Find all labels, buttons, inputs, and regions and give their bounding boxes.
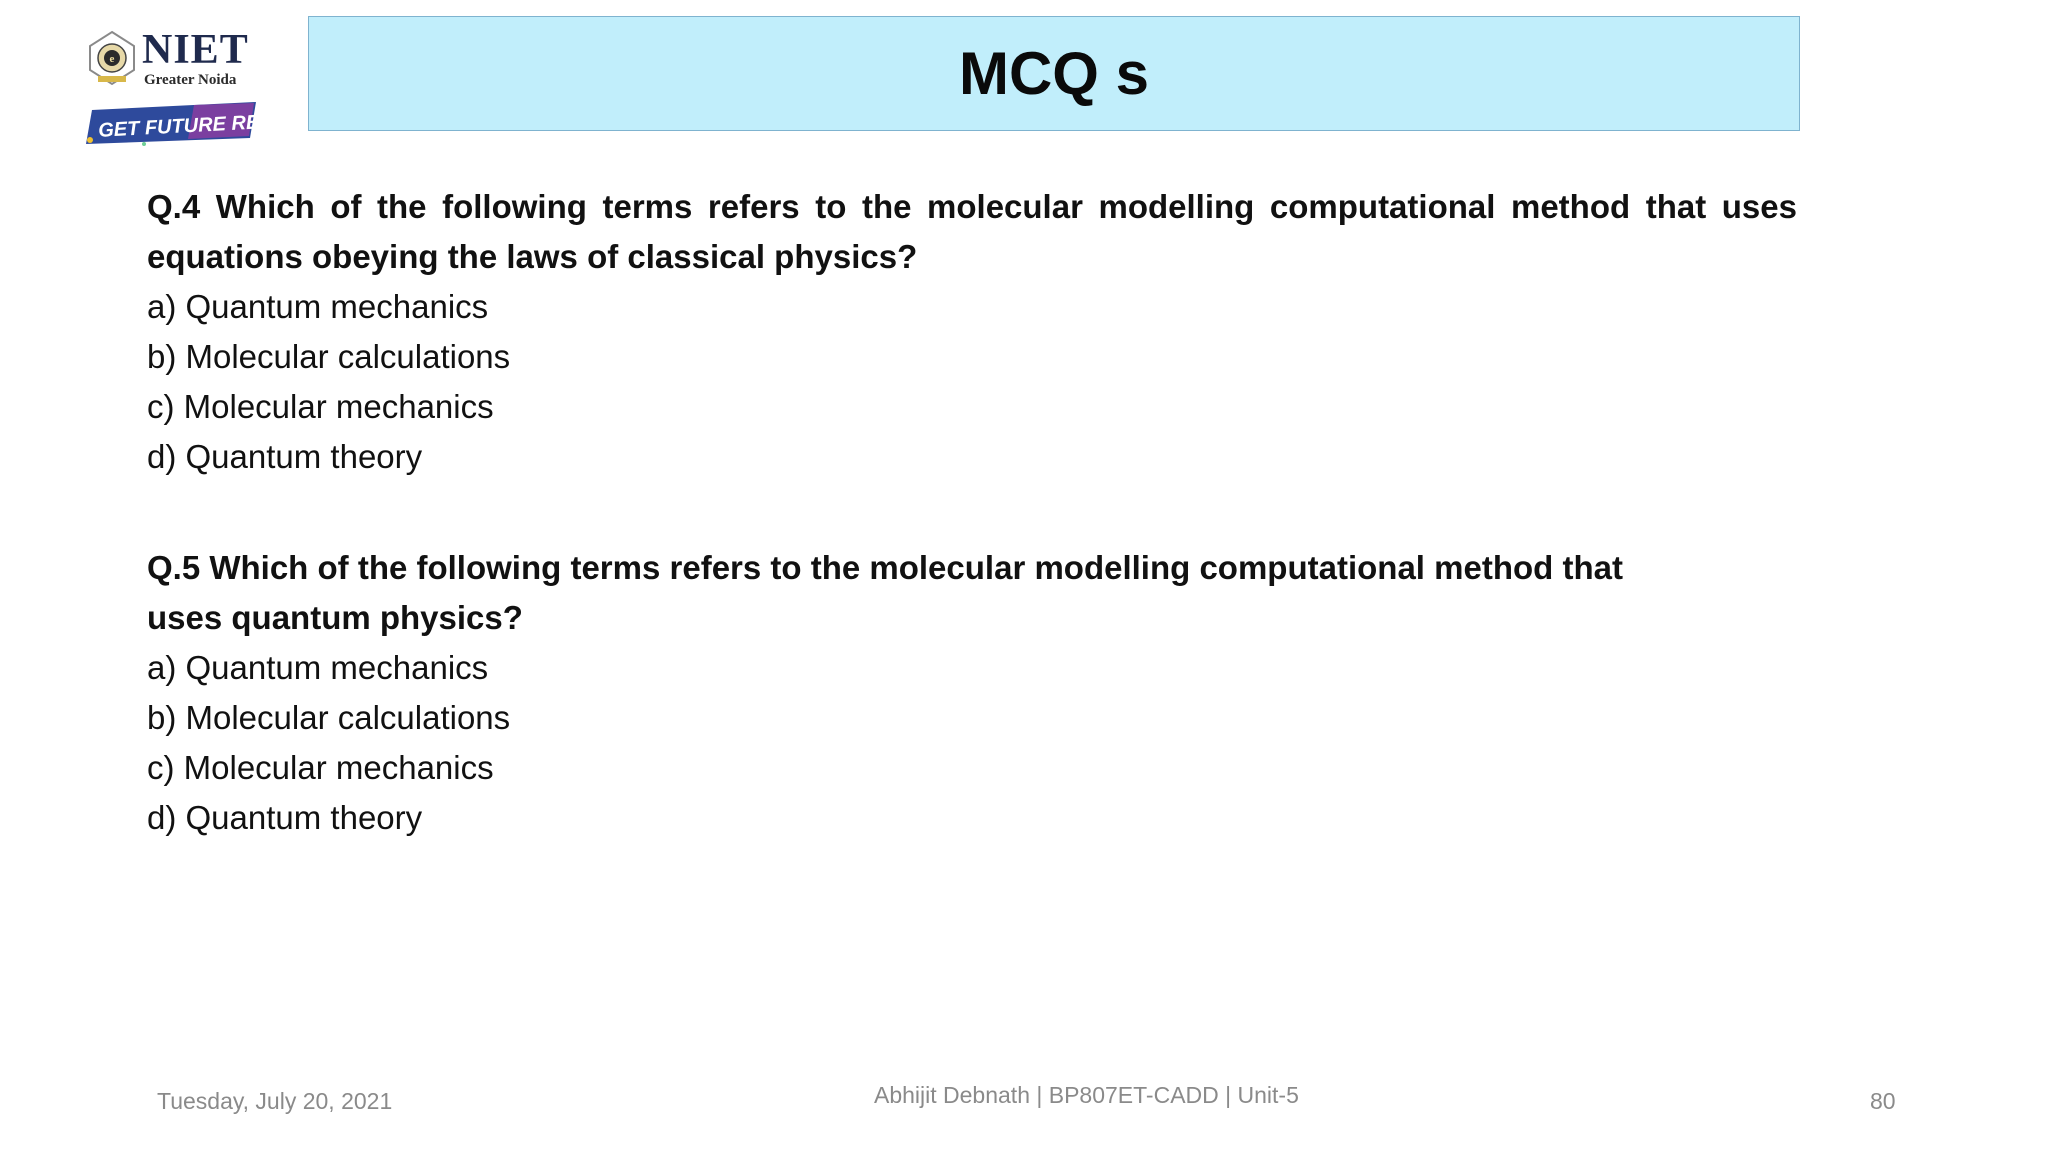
footer-date: Tuesday, July 20, 2021 — [157, 1088, 393, 1114]
niet-emblem-icon — [86, 30, 138, 88]
question-4-option-b: b) Molecular calculations — [147, 338, 511, 375]
question-5-option-a: a) Quantum mechanics — [147, 649, 489, 686]
question-list — [147, 182, 1797, 843]
question-5-text: Q.5 Which of the following terms refers to the molecular modelling computational method that uses quantum physics? — [147, 549, 1623, 636]
question-4-option-a: a) Quantum mechanics — [147, 288, 489, 325]
logo-subtitle: Greater Noida — [144, 72, 237, 88]
question-4 — [147, 182, 1797, 482]
question-4-option-c: c) Molecular mechanics — [147, 388, 494, 425]
get-future-ready-banner — [84, 100, 302, 146]
question-5-option-b: b) Molecular calculations — [147, 699, 511, 736]
svg-text:e: e — [109, 53, 115, 65]
question-4-text: Q.4 Which of the following terms refers to the molecular modelling computational method that uses equations obeying the laws of classical physics? — [147, 188, 1797, 275]
niet-logo — [84, 26, 302, 150]
logo-name: NIET — [142, 27, 249, 73]
title-box — [308, 16, 1800, 131]
logo-tagline: GET FUTURE READY — [97, 109, 302, 142]
question-5-option-c: c) Molecular mechanics — [147, 749, 494, 786]
question-4-option-d: d) Quantum theory — [147, 438, 423, 475]
slide-number: 80 — [1870, 1088, 1896, 1114]
question-5-option-d: d) Quantum theory — [147, 799, 423, 836]
slide-title: MCQ s — [958, 39, 1150, 107]
footer-author-course: Abhijit Debnath | BP807ET-CADD | Unit-5 — [874, 1082, 1299, 1108]
question-5 — [147, 543, 1797, 843]
